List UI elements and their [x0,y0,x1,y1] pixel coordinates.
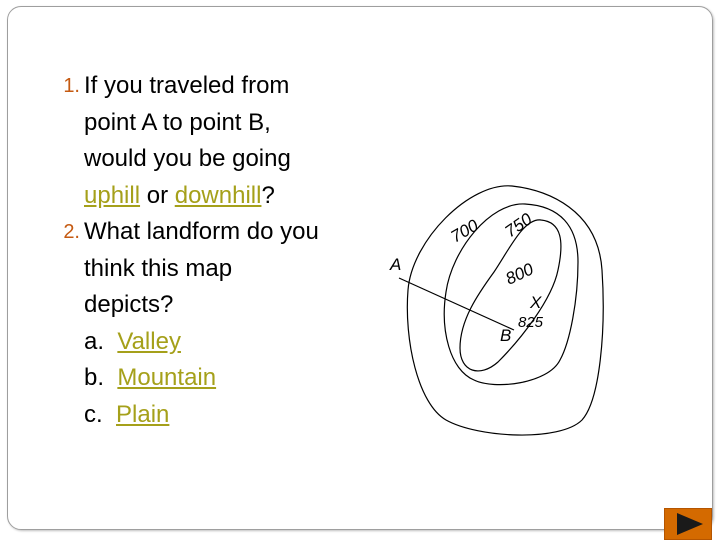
question-2-number: 2. [63,221,80,243]
summit-elevation-label: 825 [518,314,544,331]
question-list [18,68,358,433]
profile-line-a-b [399,278,514,330]
question-1-number: 1. [63,75,80,97]
question-1-line-2: point A to point B, [84,108,271,136]
question-mark: ? [261,181,275,209]
contour-label-800: 800 [502,259,537,289]
valley-link[interactable]: Valley [117,327,181,355]
question-2-line-1: What landform do you [84,218,319,245]
question-1-line-3: would you be going [84,145,291,172]
question-1-text [84,68,358,214]
summit-x-marker: X [530,293,542,312]
downhill-link[interactable]: downhill [174,181,262,209]
mountain-link[interactable]: Mountain [117,364,217,391]
point-a-label: A [390,255,402,274]
contour-map [380,175,620,445]
question-1 [18,68,358,214]
option-b [18,360,358,397]
play-triangle-icon [665,509,711,539]
question-2-line-3: depicts? [84,291,174,318]
contour-label-700: 700 [447,215,482,247]
question-1-line-1: If you traveled from [84,72,290,99]
point-b-label: B [500,326,512,345]
contour-line-800 [460,220,561,371]
option-b-letter: b. [84,364,105,391]
option-c [18,397,358,434]
contour-label-750: 750 [501,209,536,242]
question-2-line-2: think this map [84,254,233,282]
option-c-letter: c. [84,400,103,428]
question-2-text [84,214,358,324]
option-a [18,324,358,361]
next-slide-button[interactable] [664,508,712,540]
plain-link[interactable]: Plain [116,400,170,428]
uphill-link[interactable]: uphill [84,181,141,209]
question-2 [18,214,358,324]
option-a-letter: a. [84,327,105,355]
or-text: or [140,181,175,209]
